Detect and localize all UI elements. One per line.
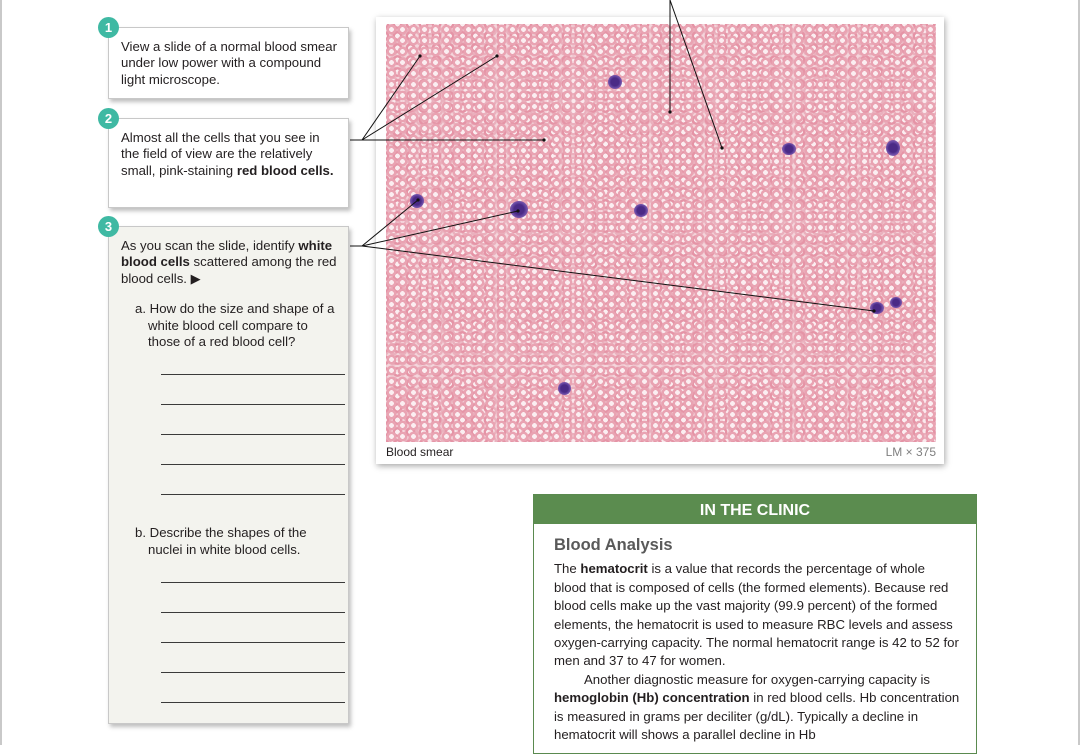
clinic-p2-pre: Another diagnostic measure for oxygen-carrying capacity is — [584, 671, 930, 687]
blood-smear-micrograph — [386, 24, 936, 442]
white-blood-cell — [510, 201, 528, 218]
clinic-p1-post: is a value that records the percentage of whole blood that is composed of cells (the formed elements). Because red blood cells make up the vast majority (99.9 percent) of the formed elements, the hematocrit is used to measure RBC levels and assess oxygen-carrying capacity. The normal hematocrit range is 42 to 52 for men and 37 to 47 for women. — [554, 561, 959, 669]
step-3-intro — [121, 238, 338, 287]
clinic-p1-term: hematocrit — [580, 561, 648, 577]
white-blood-cell — [870, 302, 884, 314]
white-blood-cell — [634, 204, 648, 217]
clinic-header: IN THE CLINIC — [534, 495, 976, 524]
clinic-paragraph-2 — [554, 671, 960, 745]
answer-line[interactable] — [161, 404, 345, 405]
answer-line[interactable] — [161, 374, 345, 375]
in-the-clinic-box — [533, 494, 977, 754]
white-blood-cell — [886, 140, 900, 156]
question-b — [135, 525, 338, 558]
answer-line[interactable] — [161, 582, 345, 583]
clinic-p1-pre: The — [554, 561, 581, 577]
step-3-text-after: scattered among the red blood cells. — [121, 254, 337, 286]
step-2-box — [108, 118, 349, 208]
step-1-badge: 1 — [98, 17, 119, 38]
answer-line[interactable] — [161, 702, 345, 703]
white-blood-cell — [782, 143, 796, 155]
white-blood-cell — [608, 75, 622, 89]
figure-magnification: LM × 375 — [885, 445, 936, 459]
question-a — [135, 301, 338, 350]
page-border-left — [0, 0, 2, 745]
step-3-text-before: As you scan the slide, identify — [121, 238, 299, 253]
clinic-p2-term: hemoglobin (Hb) concentration — [554, 690, 750, 706]
answer-line[interactable] — [161, 434, 345, 435]
step-3-box — [108, 226, 349, 724]
step-3-badge: 3 — [98, 216, 119, 237]
step-1-text: View a slide of a normal blood smear under low power with a compound light microscope. — [121, 39, 337, 87]
play-arrow-icon: ▶ — [190, 270, 201, 286]
clinic-paragraph-1 — [554, 560, 960, 670]
question-b-text: Describe the shapes of the nuclei in white blood cells. — [148, 525, 307, 557]
step-2-badge: 2 — [98, 108, 119, 129]
question-a-label: a. — [135, 301, 146, 317]
clinic-title: Blood Analysis — [554, 536, 673, 554]
step-2-text: Almost all the cells that you see in the field of view are the relatively small, pink-staining — [121, 130, 320, 178]
answer-lines-a[interactable] — [121, 350, 338, 495]
white-blood-cell — [558, 382, 571, 395]
step-2-bold-term: red blood cells. — [236, 162, 334, 178]
step-1-box — [108, 27, 349, 99]
answer-line[interactable] — [161, 642, 345, 643]
answer-line[interactable] — [161, 672, 345, 673]
answer-line[interactable] — [161, 464, 345, 465]
clinic-p2-post: in red blood cells. Hb concentration is measured in grams per deciliter (g/dL). Typically a decline in hematocrit will shows a parallel decline in Hb — [554, 690, 960, 743]
question-a-text: How do the size and shape of a white blood cell compare to those of a red blood cell? — [148, 301, 335, 350]
question-b-label: b. — [135, 525, 146, 541]
answer-line[interactable] — [161, 612, 345, 613]
figure-caption: Blood smear — [386, 445, 454, 459]
step-3-bold-term: white blood cells — [121, 238, 333, 270]
answer-line[interactable] — [161, 494, 345, 495]
white-blood-cell — [890, 297, 902, 308]
answer-lines-b[interactable] — [121, 558, 338, 703]
white-blood-cell — [410, 194, 424, 208]
blood-smear-figure — [376, 17, 944, 464]
